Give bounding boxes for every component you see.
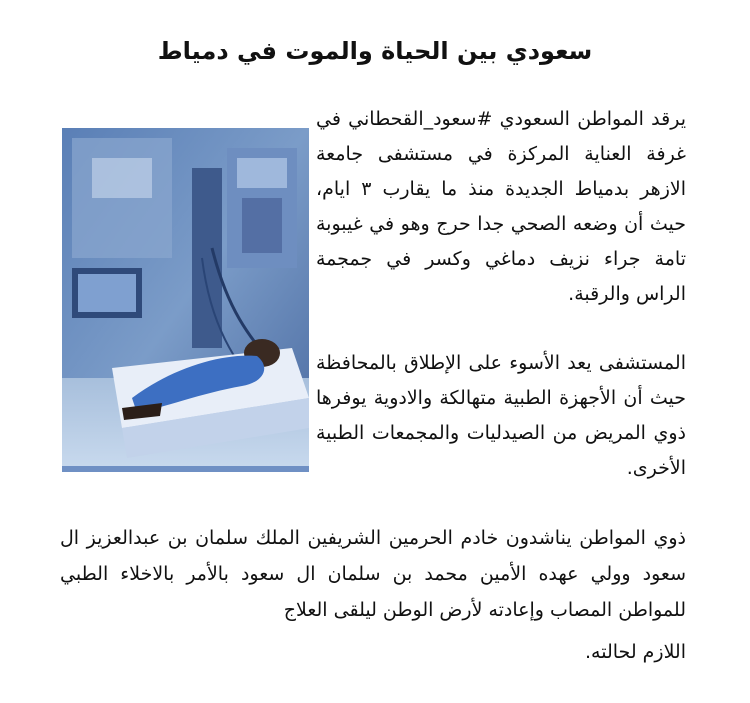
article-paragraph-3-end: اللازم لحالته. bbox=[585, 641, 686, 663]
hospital-scene-illustration bbox=[62, 128, 309, 472]
article-paragraph-2: المستشفى يعد الأسوء على الإطلاق بالمحافظة حيث أن الأجهزة الطبية متهالكة والادوية يوفرها ذوي المريض من الصيدليات والمجمعات الطبية الأخرى. bbox=[316, 352, 686, 479]
article-paragraph-3-body: ذوي المواطن يناشدون خادم الحرمين الشريفين الملك سلمان بن عبدالعزيز ال سعود وولي عهده الأمين محمد بن سلمان ال سعود بالأمر بالاخلاء الطبي للمواطن المصاب وإعادته لأرض الوطن ليلقى العلاج bbox=[60, 527, 686, 621]
article-paragraph-3 bbox=[60, 520, 686, 670]
hospital-patient-photo bbox=[62, 128, 309, 472]
article-paragraph-1: يرقد المواطن السعودي #سعود_القحطاني في غرفة العناية المركزة في مستشفى جامعة الازهر بدمياط الجديدة منذ ما يقارب ٣ ايام، حيث أن وضعه الصحي جدا حرج وهو في غيبوبة تامة جراء نزيف دماغي وكسر في جمجمة الراس والرقبة. bbox=[316, 108, 686, 305]
article-headline: سعودي بين الحياة والموت في دمياط bbox=[157, 37, 593, 65]
